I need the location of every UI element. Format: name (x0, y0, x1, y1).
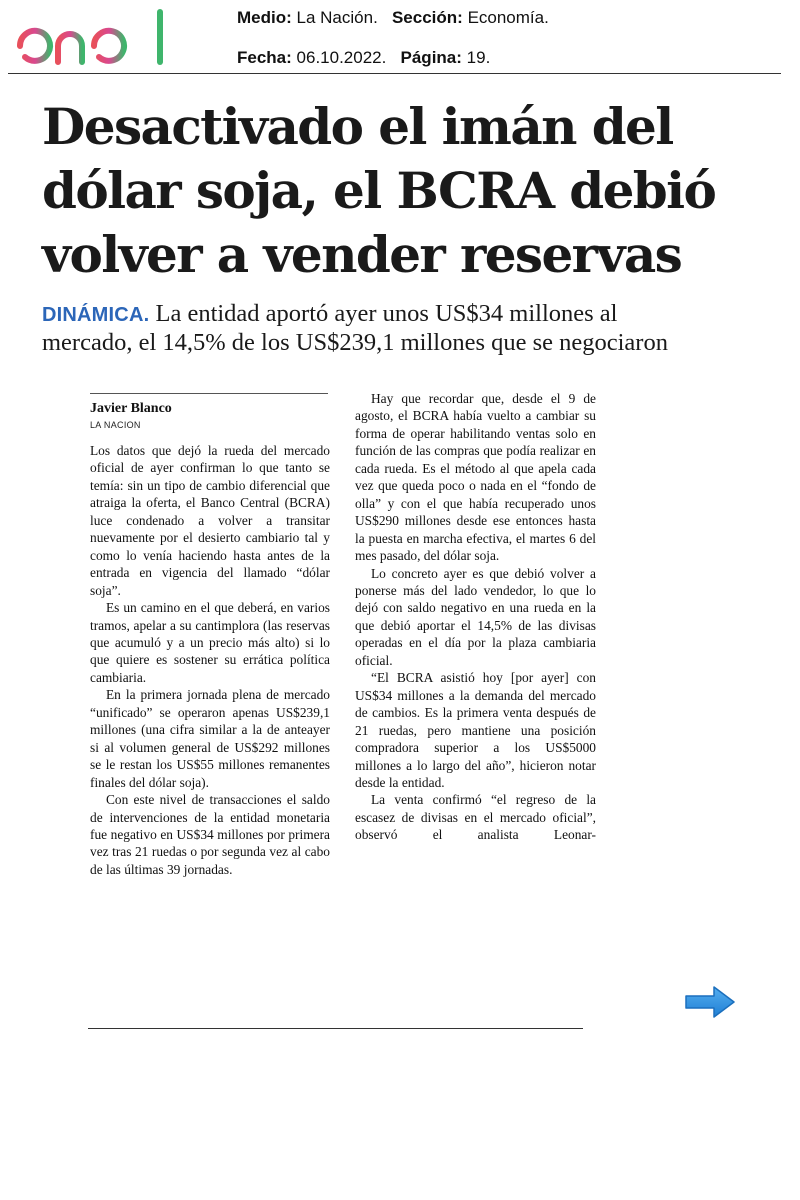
seccion-value: Economía. (467, 8, 549, 27)
byline-source: LA NACION (90, 420, 141, 430)
pagina-value: 19. (466, 48, 491, 67)
paragraph: La venta confirmó “el regreso de la escasez de divisas en el mercado oficial”, observó el analista Leonar- (355, 792, 596, 843)
meta-medio-seccion (237, 8, 549, 28)
medio-value: La Nación. (296, 8, 378, 27)
footer-divider (88, 1028, 583, 1029)
headline-line: dólar soja, el BCRA debió (42, 161, 716, 220)
fecha-value: 06.10.2022. (296, 48, 387, 67)
deck (42, 300, 782, 356)
byline: Javier Blanco (90, 401, 172, 416)
paragraph: Es un camino en el que deberá, en varios tramos, apelar a su cantimplora (las reservas que acumuló y a un precio más alto) si lo que quiere es sostener su errática política cambiaria. (90, 600, 330, 685)
seccion-label: Sección: (391, 8, 463, 27)
paragraph: En la primera jornada plena de mercado “unificado” se operaron apenas US$239,1 millones (una cifra similar a la de anteayer si al volumen general de US$292 millones se le restan los US$55 millones remanentes finales del dólar soja). (90, 687, 330, 790)
pagina-label: Página: (400, 48, 462, 67)
deck-text-2: mercado, el 14,5% de los US$239,1 millones que se negociaron (42, 329, 668, 356)
meta-fecha-pagina (237, 48, 490, 68)
deck-line (42, 300, 782, 329)
article-column-2 (355, 390, 596, 844)
enel-logo (14, 8, 174, 70)
paragraph: Los datos que dejó la rueda del mercado oficial de ayer confirman lo que tanto se temía: sin un tipo de cambio diferencial que atraiga la oferta, el Banco Central (BCRA) luce condenado a volver a transitar nuevamente por el desierto cambiario tal y como lo venía haciendo hasta antes de la entrada en vigencia del llamado “dólar soja”. (90, 443, 330, 598)
arrow-right-icon[interactable] (684, 985, 736, 1019)
header-divider (8, 73, 781, 74)
paragraph: “El BCRA asistió hoy [por ayer] con US$34 millones a la demanda del mercado de cambios. Es la primera venta después de 21 ruedas, pero mantiene una posición compradora superior a los US$5000 millones a lo largo del año”, hicieron notar desde la entidad. (355, 670, 596, 790)
byline-divider (90, 393, 328, 394)
paragraph: Lo concreto ayer es que debió volver a ponerse más del lado vendedor, lo que lo dejó con saldo negativo en una rueda en la que debió aportar el 14,5% de las divisas operadas en el día por la plaza cambiaria oficial. (355, 565, 596, 668)
paragraph: Con este nivel de transacciones el saldo de intervenciones de la entidad monetaria fue negativo en US$34 millones por primera vez tras 21 ruedas o por segunda vez al cabo de las últimas 39 jornadas. (90, 792, 330, 877)
deck-text-1: La entidad aportó ayer unos US$34 millones al (155, 300, 618, 327)
kicker: DINÁMICA. (42, 304, 150, 326)
headline (42, 95, 782, 287)
fecha-label: Fecha: (237, 48, 292, 67)
headline-line: volver a vender reservas (42, 225, 682, 284)
article-column-1 (90, 442, 330, 878)
headline-line: Desactivado el imán del (42, 97, 673, 156)
paragraph: Hay que recordar que, desde el 9 de agosto, el BCRA había vuelto a cambiar su forma de operar habilitando ventas solo en función de las compras que podía realizar en cada rueda. Es el método al que apela cada vez que queda poco o nada en el “fondo de olla” y con el que había recuperado unos US$290 millones desde ese entonces hasta la puesta en marcha efectiva, el martes 6 del mes pasado, del dólar soja. (355, 391, 596, 564)
medio-label: Medio: (237, 8, 292, 27)
